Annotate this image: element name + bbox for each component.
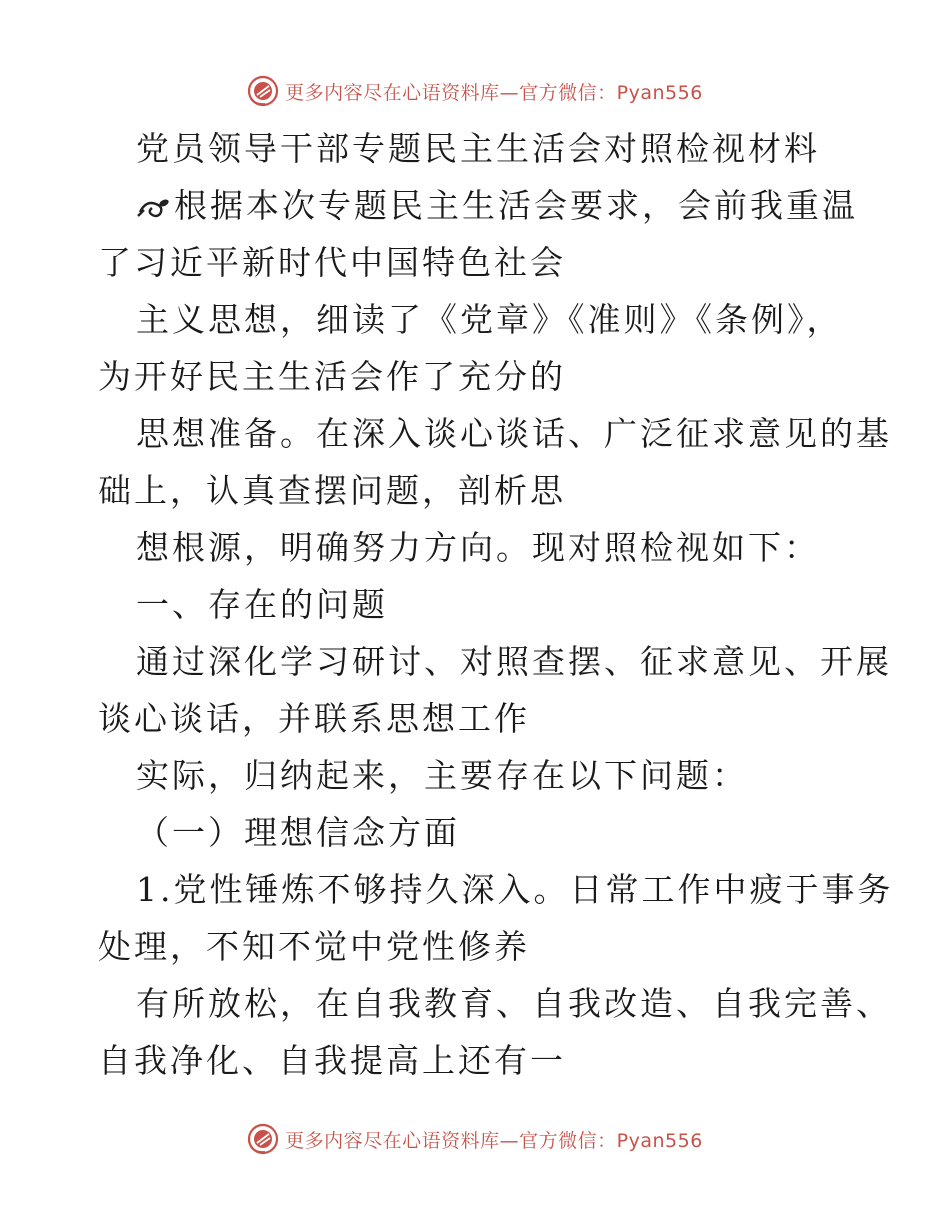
seal-logo-icon — [247, 75, 279, 107]
text-line: 实际，归纳起来，主要存在以下问题： — [136, 756, 748, 795]
paragraph-line — [98, 747, 858, 804]
paragraph-line — [98, 291, 858, 348]
text-line: （一）理想信念方面 — [136, 813, 460, 852]
paragraph-line — [98, 918, 858, 975]
text-line: 思想准备。在深入谈心谈话、广泛征求意见的基 — [136, 414, 892, 453]
text-line: 有所放松，在自我教育、自我改造、自我完善、 — [136, 984, 892, 1023]
paragraph-line — [98, 348, 858, 405]
text-line: 主义思想，细读了《党章》《准则》《条例》， — [136, 300, 843, 339]
paragraph-line — [98, 690, 858, 747]
paragraph-line — [98, 633, 892, 690]
seal-logo-icon — [247, 1123, 279, 1155]
subsection-heading — [98, 804, 858, 861]
text-line: 自我净化、自我提高上还有一 — [98, 1041, 566, 1080]
text-line: 谈心谈话，并联系思想工作 — [98, 699, 530, 738]
text-line: 为开好民主生活会作了充分的 — [98, 357, 566, 396]
watermark-text: 更多内容尽在心语资料库—官方微信：Pyan556 — [285, 1129, 703, 1152]
text-line: 党员领导干部专题民主生活会对照检视材料 — [136, 129, 820, 168]
text-line: 通过深化学习研讨、对照查摆、征求意见、开展 — [136, 642, 892, 681]
watermark-text: 更多内容尽在心语资料库—官方微信：Pyan556 — [285, 81, 703, 104]
text-line: 处理，不知不觉中党性修养 — [98, 927, 530, 966]
text-line: 想根源，明确努力方向。现对照检视如下： — [136, 528, 820, 567]
text-line: 了习近平新时代中国特色社会 — [98, 243, 566, 282]
paragraph-line — [98, 861, 894, 918]
document-body — [98, 120, 894, 1089]
text-line: 一、存在的问题 — [136, 585, 388, 624]
text-line: 础上，认真查摆问题，剖析思 — [98, 471, 566, 510]
text-line: 根据本次专题民主生活会要求，会前我重温 — [174, 186, 858, 225]
section-heading — [98, 576, 858, 633]
paragraph-line — [98, 234, 858, 291]
paragraph-line — [98, 462, 858, 519]
leaf-ornament-icon — [136, 196, 172, 220]
watermark-banner-top — [0, 69, 950, 113]
paragraph-line — [98, 177, 858, 234]
text-line: 1.党性锤炼不够持久深入。日常工作中疲于事务 — [136, 870, 894, 909]
paragraph-line — [98, 519, 858, 576]
paragraph-line — [98, 975, 892, 1032]
watermark-banner-bottom — [0, 1117, 950, 1161]
paragraph-line — [98, 405, 892, 462]
document-title — [98, 120, 858, 177]
paragraph-line — [98, 1032, 858, 1089]
